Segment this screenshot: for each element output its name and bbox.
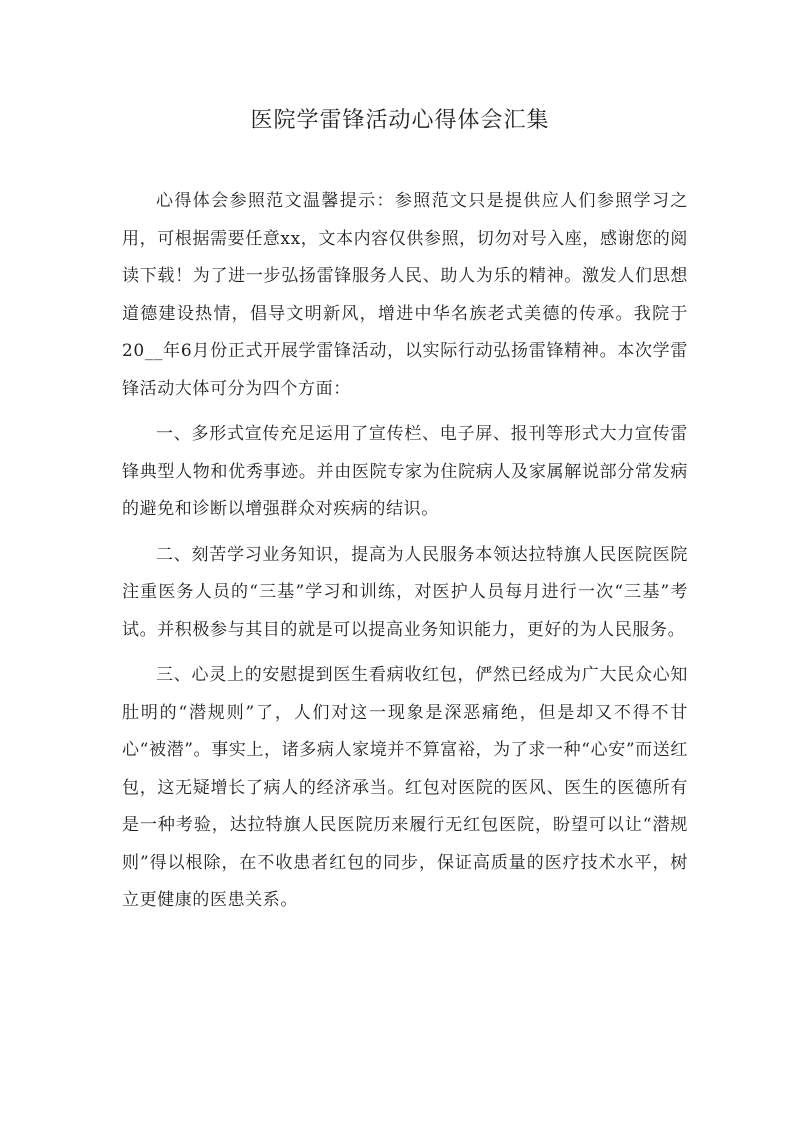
paragraph-section-1: 一、多形式宣传充足运用了宣传栏、电子屏、报刊等形式大力宣传雷锋典型人物和优秀事迹。并由医院专家为住院病人及家属解说部分常发病的避免和诊断以增强群众对疾病的结识。: [122, 424, 688, 519]
paragraph-section-2: 二、刻苦学习业务知识，提高为人民服务本领达拉特旗人民医院医院注重医务人员的“三基”学习和训练，对医护人员每月进行一次“三基”考试。并积极参与其目的就是可以提高业务知识能力，更好的为人民服务。: [122, 544, 688, 640]
document-body: [122, 183, 688, 928]
paragraph-section-3: 三、心灵上的安慰提到医生看病收红包，俨然已经成为广大民众心知肚明的“潜规则”了，人们对这一现象是深恶痛绝，但是却又不得不甘心“被潜”。事实上，诸多病人家境并不算富裕，为了求一种“心安”而送红包，这无疑增长了病人的经济承当。红包对医院的医风、医生的医德所有是一种考验，达拉特旗人民医院历来履行无红包医院，盼望可以让“潜规则”得以根除，在不收患者红包的同步，保证高质量的医疗技术水平，树立更健康的医患关系。: [122, 665, 688, 910]
paragraph-intro: 心得体会参照范文温馨提示：参照范文只是提供应人们参照学习之用，可根据需要任意xx，文本内容仅供参照，切勿对号入座，感谢您的阅读下载！为了进一步弘扬雷锋服务人民、助人为乐的精神。激发人们思想道德建设热情，倡导文明新风，增进中华名族老式美德的传承。我院于20__年6月份正式开展学雷锋活动，以实际行动弘扬雷锋精神。本次学雷锋活动大体可分为四个方面：: [122, 191, 688, 399]
document-title: 医院学雷锋活动心得体会汇集: [250, 108, 550, 133]
